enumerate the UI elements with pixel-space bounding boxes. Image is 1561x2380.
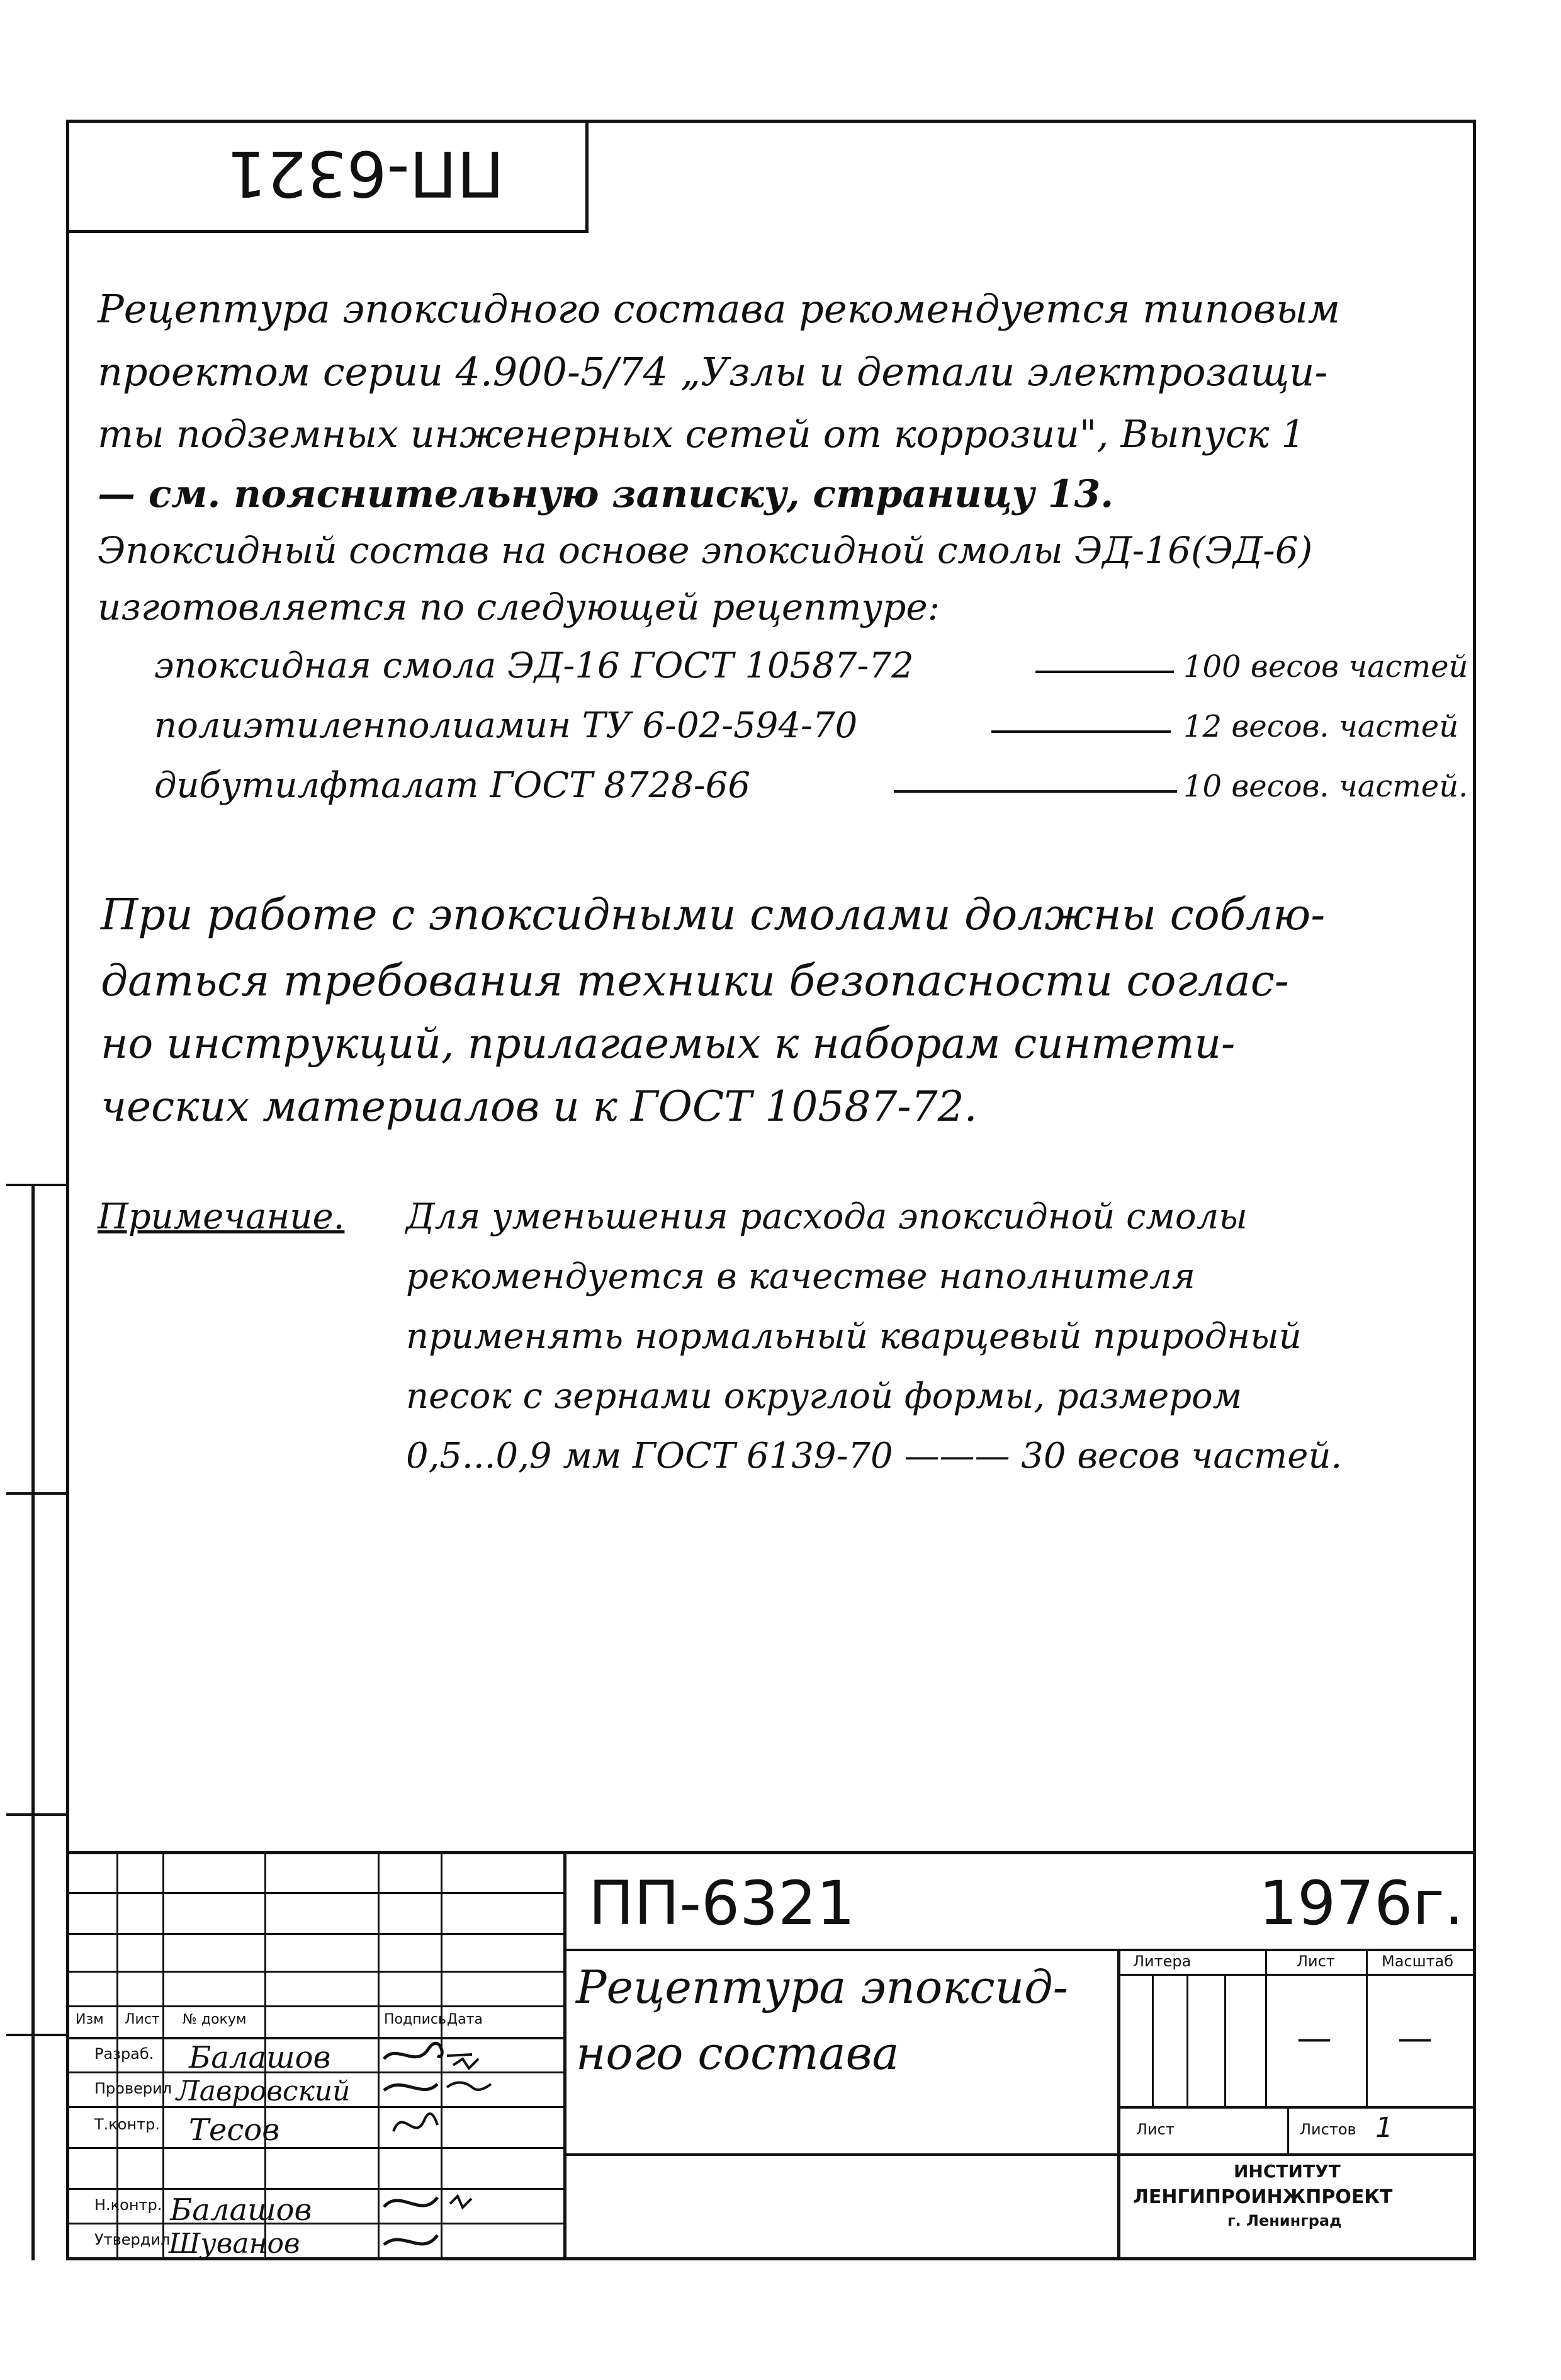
margin-tick-2 [6,1492,69,1495]
tb-sheet-no-label: Лист [1136,2121,1175,2138]
tb-vline [1265,1949,1267,2106]
para2-line-1: Эпоксидный состав на основе эпоксидной смолы ЭД-16(ЭД-6) [98,529,1313,572]
tb-vline [1117,1949,1120,2260]
tb-org-line-2: ЛЕНГИПРОИНЖПРОЕКТ [1133,2186,1393,2208]
recipe-leader [894,790,1177,793]
tb-scale-label: Масштаб [1382,1952,1454,1970]
recipe-leader [1035,671,1174,673]
tb-vline-main [563,1851,566,2260]
recipe-item-name: полиэтиленполиамин ТУ 6-02-594-70 [154,705,858,746]
tb-title-line-1: Рецептура эпоксид- [576,1961,1068,2014]
tb-sheet-value: — [1297,2018,1332,2059]
recipe-item-amount: 100 весов частей [1183,649,1468,684]
tb-hline [66,1933,563,1935]
tb-name: Лавровский [176,2075,351,2107]
tb-hline [1117,2106,1476,2109]
margin-tick-3 [6,1813,69,1816]
tb-vline [1287,2106,1289,2153]
tb-role: Утвердил [94,2231,171,2248]
tb-col-header: Изм [76,2012,104,2027]
tb-name: Балашов [170,2192,312,2228]
para3-line-3: но инструкций, прилагаемых к наборам синтети- [101,1019,1236,1068]
tb-sheets-label: Листов [1300,2121,1356,2138]
para3-line-4: ческих материалов и к ГОСТ 10587-72. [101,1082,978,1131]
tb-vline [1152,1974,1154,2106]
margin-line [31,1184,35,2260]
recipe-item-name: эпоксидная смола ЭД-16 ГОСТ 10587-72 [154,645,914,686]
tb-stage-label: Литера [1133,1952,1192,1970]
tb-col-header: Лист [125,2012,160,2027]
para3-line-2: даться требования техники безопасности соглас- [101,956,1289,1006]
tb-role: Н.контр. [94,2196,162,2214]
tb-org-line-1: ИНСТИТУТ [1234,2161,1341,2182]
para1-line-3: ты подземных инженерных сетей от коррозии", Выпуск 1 [98,412,1305,456]
tb-name: Тесов [189,2112,280,2148]
tb-role: Т.контр. [94,2116,161,2133]
note-label: Примечание. [98,1196,345,1237]
note-line-3: применять нормальный кварцевый природный [406,1316,1302,1357]
note-line-1: Для уменьшения расхода эпоксидной смолы [406,1196,1248,1237]
para1-line-4: — см. пояснительную записку, страницу 13. [98,472,1114,516]
recipe-item-amount: 10 весов. частей. [1183,769,1468,804]
tb-hline [66,1971,563,1973]
tb-hline [66,1892,563,1894]
tb-col-header: № докум [183,2012,247,2027]
recipe-item-name: дибутилфталат ГОСТ 8728-66 [154,765,750,806]
signature-marks [378,2037,563,2260]
tb-org-line-3: г. Ленинград [1227,2212,1342,2230]
note-line-4: песок с зернами округлой формы, размером [406,1376,1243,1417]
tb-vline [1366,1949,1368,2106]
para3-line-1: При работе с эпоксидными смолами должны соблю- [101,890,1326,940]
para2-line-2: изготовляется по следующей рецептуре: [98,586,940,628]
top-code: ПП-6321 [227,137,504,210]
margin-tick-4 [6,2034,69,2036]
tb-col-header: Дата [447,2012,483,2027]
tb-col-header: Подпись [384,2012,446,2027]
tb-role: Проверил [94,2080,172,2097]
tb-hline [1117,1974,1476,1976]
para1-line-2: проектом серии 4.900-5/74 „Узлы и детали электрозащи- [98,349,1328,395]
tb-role: Разраб. [94,2045,154,2063]
tb-name: Балашов [189,2040,331,2075]
tb-hline [66,2005,563,2007]
tb-sheet-label: Лист [1297,1952,1335,1970]
tb-title-line-2: ного состава [576,2027,899,2080]
tb-name: Шуванов [169,2228,300,2260]
tb-scale-value: — [1397,2018,1433,2059]
recipe-item-amount: 12 весов. частей [1183,709,1459,744]
note-line-5: 0,5...0,9 мм ГОСТ 6139-70 ——— 30 весов частей. [406,1436,1343,1476]
note-line-2: рекомендуется в качестве наполнителя [406,1256,1195,1297]
tb-vline [162,1851,164,2260]
tb-vline [1186,1974,1188,2106]
tb-sheets-value: 1 [1375,2112,1393,2144]
para1-line-1: Рецептура эпоксидного состава рекомендуется типовым [98,286,1341,332]
margin-tick-1 [6,1184,69,1186]
tb-hline [563,1949,1476,1951]
tb-code: ПП-6321 [589,1868,855,1939]
tb-vline [1224,1974,1226,2106]
tb-year: 1976г. [1259,1868,1464,1939]
tb-hline [563,2153,1476,2156]
recipe-leader [991,730,1171,733]
